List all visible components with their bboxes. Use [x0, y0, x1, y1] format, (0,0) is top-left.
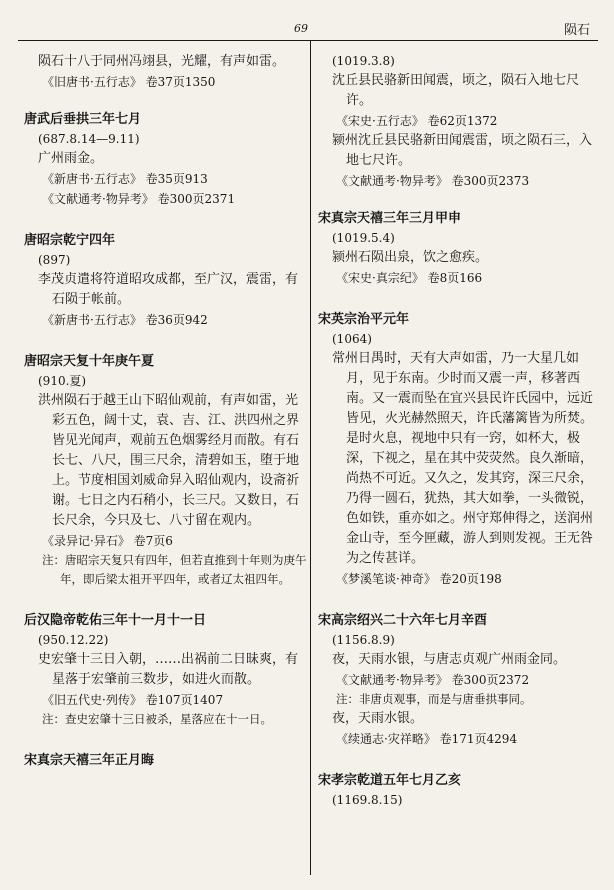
entry-heading: 宋真宗天禧三年三月甲申 [318, 211, 462, 226]
entry-date: (687.8.14—9.11) [38, 132, 140, 146]
footnote: 注：查史宏肇十三日被杀，星落应在十一日。 [42, 712, 272, 726]
entry-heading: 唐武后垂拱三年七月 [24, 112, 142, 127]
entry [24, 52, 308, 92]
entry [318, 771, 602, 810]
entry [24, 110, 308, 209]
citation: 《文献通考·物异考》 卷300页2372 [336, 673, 530, 687]
entry-text: 李茂贞遣将符道昭攻成都，至广汉，震雷，有石陨于帐前。 [38, 272, 299, 307]
entry-text: 常州日禺时，天有大声如雷，乃一大星几如月，见于东南。少时而又震一声，移著西南。又一震而坠在宜兴县民许氏园中，远近皆见，火光赫然照天，许氏藩篱皆为所焚。是时火息，视地中只有一窍，如杯大，极深，下视之，星在其中荧荧然。良久渐暗，尚热不可近。又久之，发其窍，深三尺余，乃得一圆石，犹热，其大如拳，一头微锐，色如铁，重亦如之。州守郑伸得之，送润州金山寺，至今匣藏，游人到则发视。王无咎为之传甚详。 [332, 351, 594, 566]
entry-text: 陨石十八于同州冯翊县，光耀，有声如雷。 [38, 54, 286, 69]
entry-date: (1019.5.4) [332, 231, 395, 245]
entry-date: (1064) [332, 332, 372, 346]
entry-date: (897) [38, 253, 71, 267]
entry-text: 广州雨金。 [38, 151, 104, 166]
entry-heading: 宋孝宗乾道五年七月乙亥 [318, 773, 462, 788]
citation: 《旧五代史·列传》 卷107页1407 [42, 693, 224, 707]
page-header [18, 16, 598, 44]
entry [318, 209, 602, 288]
right-column [318, 52, 602, 832]
citation: 《新唐书·五行志》 卷35页913 [42, 172, 208, 186]
entry-text: 夜，天雨水银。 [332, 711, 424, 726]
entry-heading: 后汉隐帝乾佑三年十一月十一日 [24, 613, 207, 628]
entry [318, 52, 602, 191]
citation: 《续通志·灾祥略》 卷171页4294 [336, 732, 518, 746]
entry [24, 751, 308, 771]
citation: 《梦溪笔谈·神奇》 卷20页198 [336, 572, 502, 586]
citation: 《宋史·五行志》 卷62页1372 [336, 114, 498, 128]
entry [24, 231, 308, 330]
header-rule [18, 40, 598, 41]
entry-date: (910.夏) [38, 374, 87, 388]
entry-heading: 宋高宗绍兴二十六年七月辛酉 [318, 613, 488, 628]
entry-date: (1019.3.8) [332, 54, 395, 68]
entry-date: (1156.8.9) [332, 633, 395, 647]
entry [24, 611, 308, 729]
entry-date: (1169.8.15) [332, 793, 403, 807]
citation: 《文献通考·物异考》 卷300页2373 [336, 174, 530, 188]
entry-heading: 唐昭宗天复十年庚午夏 [24, 354, 155, 369]
entry-text: 颍州石陨出泉，饮之愈疾。 [332, 250, 489, 265]
entry-date: (950.12.22) [38, 633, 109, 647]
citation: 《旧唐书·五行志》 卷37页1350 [42, 75, 216, 89]
entry-text: 洪州陨石于越王山下昭仙观前，有声如雷，光彩五色，阔十丈，袁、吉、江、洪四州之界皆见光闻声，观前五色烟雾经月而散。有石长七、八尺，围三尺余，清碧如玉，堕于地上。节度相国刘威命舁入昭仙观内，设斋祈谢。七日之内石稍小，长三尺。又数日，石长尺余，今只及七、八寸留在观内。 [38, 393, 300, 528]
entry-text: 夜，天雨水银，与唐志贞观广州雨金同。 [332, 652, 567, 667]
citation: 《宋史·真宗纪》 卷8页166 [336, 271, 483, 285]
entry-text: 颍州沈丘县民骆新田闻震雷，顷之陨石三，入地七尺许。 [332, 133, 593, 168]
citation: 《文献通考·物异考》 卷300页2371 [42, 192, 236, 206]
entry [24, 352, 308, 589]
entry-heading: 唐昭宗乾宁四年 [24, 233, 116, 248]
entry-heading: 宋英宗治平元年 [318, 312, 410, 327]
footnote: 注：非唐贞观事，而是与唐垂拱事同。 [336, 692, 532, 706]
entry [318, 310, 602, 589]
running-title: 陨石 [563, 23, 590, 38]
entry-text: 沈丘县民骆新田闻震，顷之，陨石入地七尺许。 [332, 73, 580, 108]
column-divider [310, 40, 311, 875]
footnote: 注：唐昭宗天复只有四年，但若直推到十年则为庚午年，即后梁太祖开平四年，或者辽太祖四年。 [42, 553, 307, 586]
page-number: 69 [294, 22, 308, 35]
entry-heading: 宋真宗天禧三年正月晦 [24, 753, 155, 768]
entry-text: 史宏肇十三日入朝，……出祸前二日昧爽，有星落于宏肇前三数步，如进火而散。 [38, 652, 299, 687]
citation: 《录异记·异石》 卷7页6 [42, 534, 173, 548]
entry [318, 611, 602, 749]
citation: 《新唐书·五行志》 卷36页942 [42, 313, 208, 327]
left-column [24, 52, 308, 793]
